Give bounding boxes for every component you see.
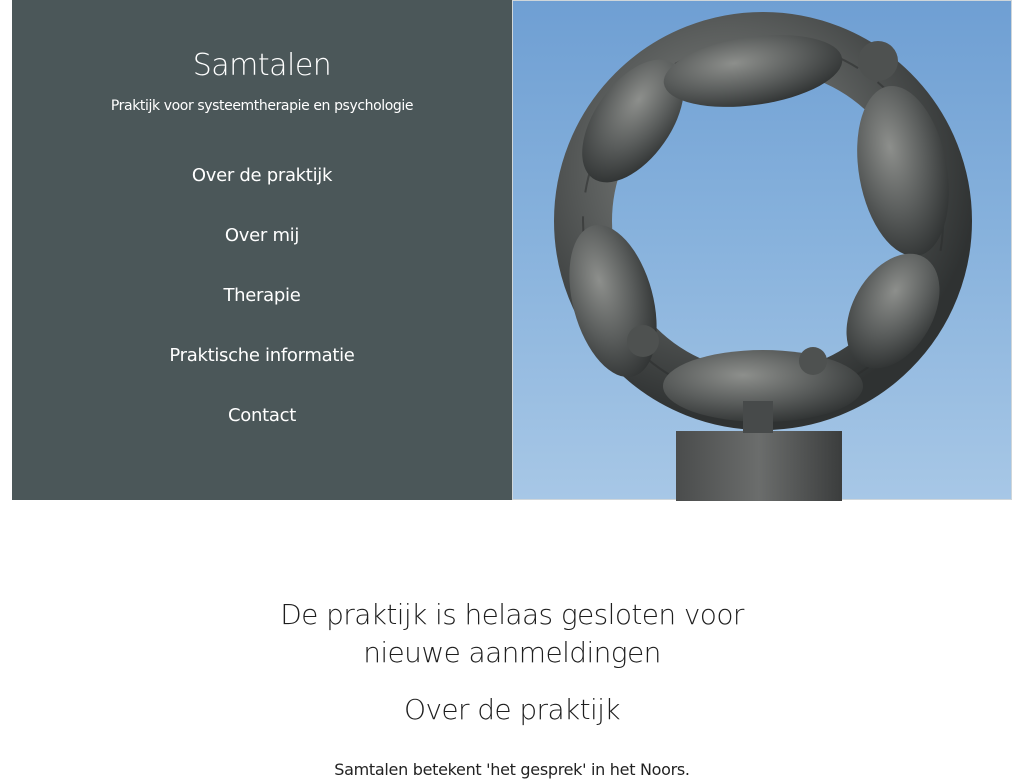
nav-link-over-de-praktijk[interactable]: Over de praktijk <box>191 165 333 186</box>
hero-section <box>12 0 1012 500</box>
section-heading-over-de-praktijk: Over de praktijk <box>404 693 620 726</box>
hero-image <box>512 0 1012 500</box>
nav-link-over-mij[interactable]: Over mij <box>224 225 300 246</box>
main-content <box>0 596 1024 779</box>
nav-item-therapie <box>12 276 512 336</box>
main-navigation <box>12 156 512 456</box>
nav-link-praktische-informatie[interactable]: Praktische informatie <box>169 345 355 366</box>
sculpture-illustration <box>513 1 1013 501</box>
nav-item-praktische-informatie <box>12 336 512 396</box>
nav-item-over-de-praktijk <box>12 156 512 216</box>
nav-link-contact[interactable]: Contact <box>228 405 296 426</box>
nav-link-therapie[interactable]: Therapie <box>223 285 301 306</box>
pedestal <box>676 431 842 501</box>
sculpture-ring <box>554 25 961 422</box>
nav-item-contact <box>12 396 512 456</box>
header-panel <box>12 0 512 500</box>
intro-paragraph: Samtalen betekent 'het gesprek' in het Noors. <box>334 760 690 779</box>
nav-item-over-mij <box>12 216 512 276</box>
site-tagline: Praktijk voor systeemtherapie en psychologie <box>110 98 414 114</box>
site-title[interactable]: Samtalen <box>192 48 332 83</box>
closed-notice-heading: De praktijk is helaas gesloten voor nieuwe aanmeldingen <box>280 598 744 669</box>
